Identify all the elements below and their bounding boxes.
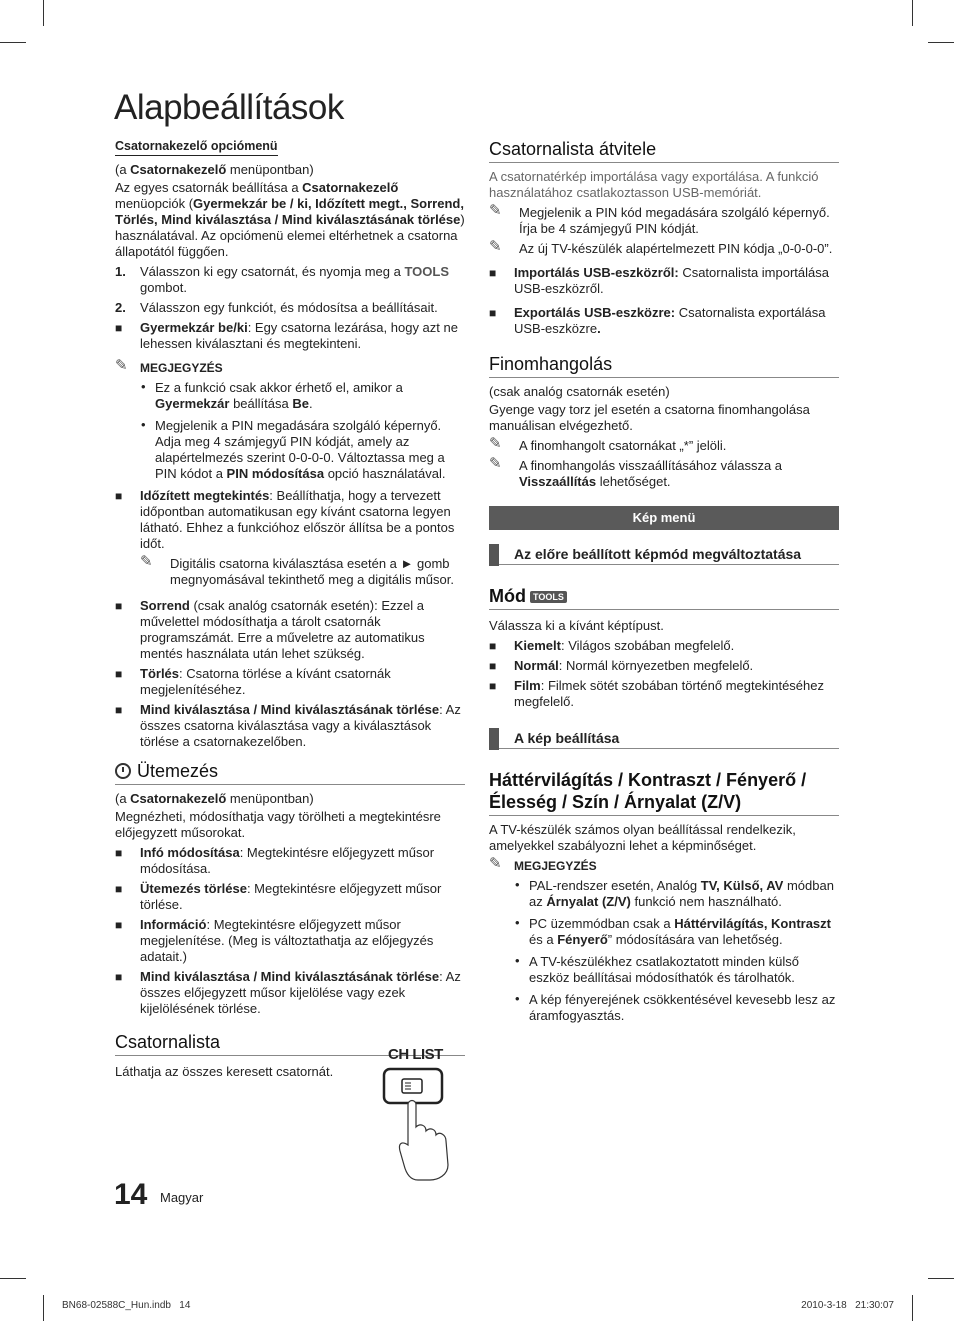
options-menu-subtitle: (a Csatornakezelő menüpontban) — [115, 162, 314, 177]
note-pencil-icon: ✎ — [115, 357, 128, 374]
note-item: ✎ Digitális csatorna kiválasztása esetén a ► gomb megnyomásával tekinthető meg a digitális műsor. — [140, 553, 454, 587]
crop-mark — [912, 0, 913, 26]
note-item: • Megjelenik a PIN megadására szolgáló képernyő. Adja meg 4 számjegyű PIN kódját, amely az alapértelmezés szerint 0-0-0-0. Változtassa meg a PIN kódot a PIN módosítása opció használatával. — [139, 418, 465, 482]
channel-list-text: Láthatja az összes keresett csatornát. — [115, 1064, 334, 1079]
channel-transfer-heading: Csatornalista átvitele — [489, 138, 839, 163]
note-pencil-icon: ✎ — [489, 202, 502, 219]
list-item: ■ Kiemelt: Világos szobában megfelelő. — [489, 638, 839, 654]
crop-mark — [43, 0, 44, 26]
footer-file: BN68-02588C_Hun.indb 14 — [62, 1300, 191, 1311]
crop-mark — [912, 1295, 913, 1321]
note-pencil-icon: ✎ — [489, 238, 502, 255]
list-item: ■ Importálás USB-eszközről: Csatornalista importálása USB-eszközről. — [489, 265, 839, 297]
ch-list-label: CH LIST — [388, 1046, 443, 1063]
note-item: • PAL-rendszer esetén, Analóg TV, Külső, AV módban az Árnyalat (Z/V) funkció nem használható. — [513, 878, 839, 910]
note-item: • A TV-készülékhez csatlakoztatott minden külső eszköz beállításai módosíthatók és tárolhatók. — [513, 954, 839, 986]
backlight-heading: Háttérvilágítás / Kontraszt / Fényerő / Élesség / Szín / Árnyalat (Z/V) — [489, 769, 839, 816]
fine-tune-subtitle: (csak analóg csatornák esetén) — [489, 384, 670, 399]
preset-mode-heading: Az előre beállított képmód megváltoztatása — [489, 544, 839, 565]
list-item: ■ Film: Filmek sötét szobában történő megtekintéséhez megfelelő. — [489, 678, 839, 710]
note-heading: ✎ MEGJEGYZÉS — [489, 855, 597, 873]
step-1: 1. Válasszon ki egy csatornát, és nyomja meg a TOOLS gombot. — [115, 264, 450, 295]
mode-text: Válassza ki a kívánt képtípust. — [489, 618, 664, 633]
list-item: ■ Ütemezés törlése: Megtekintésre előjegyzett műsor törlése. — [115, 881, 465, 913]
crop-mark — [928, 42, 954, 43]
schedule-heading: Ütemezés — [115, 760, 465, 785]
crop-mark — [928, 1278, 954, 1279]
list-item: ■ Mind kiválasztása / Mind kiválasztásának törlése: Az összes előjegyzett műsor kijelölése vagy ezek kijelölésének törlése. — [115, 969, 465, 1017]
right-column — [489, 138, 839, 1030]
list-item: ■ Törlés: Csatorna törlése a kívánt csatornák megjelenítéséhez. — [115, 666, 465, 698]
note-item: ✎ A finomhangolt csatornákat „*” jelöli. — [489, 435, 727, 453]
note-heading: ✎ MEGJEGYZÉS — [115, 357, 223, 375]
note-item: ✎ A finomhangolás visszaállításához válassza a Visszaállítás lehetőséget. — [489, 455, 783, 489]
list-item: ■ Gyermekzár be/ki: Egy csatorna lezárása, hogy azt ne lehessen kiválasztani és megtekinteni. — [115, 320, 465, 352]
options-menu-heading: Csatornakezelő opciómenü — [115, 138, 278, 156]
crop-mark — [43, 1295, 44, 1321]
list-item: ■ Mind kiválasztása / Mind kiválasztásának törlése: Az összes csatorna kiválasztása vagy a kiválasztások törlése a csatornakezelőben. — [115, 702, 465, 750]
note-item: • A kép fényerejének csökkentésével kevesebb lesz az áramfogyasztás. — [513, 992, 839, 1024]
backlight-text: A TV-készülék számos olyan beállítással rendelkezik, amelyekkel szabályozni lehet a képminőséget. — [489, 822, 796, 853]
page-number: 14 — [114, 1178, 148, 1211]
hand-pressing-button-icon — [380, 1047, 470, 1182]
channel-transfer-text: A csatornatérkép importálása vagy exportálása. A funkció használatához csatlakoztasson USB-memóriát. — [489, 169, 819, 200]
options-menu-intro: Az egyes csatornák beállítása a Csatornakezelő menüopciók (Gyermekzár be / ki, Időzített megt., Sorrend, Törlés, Mind kiválasztása / Mind kiválasztásának törlése) használatával. Az opciómenü elemei eltérhetnek a csatorna állapotától függően. — [115, 180, 465, 259]
note-item: ✎ Megjelenik a PIN kód megadására szolgáló képernyő. Írja be 4 számjegyű PIN kódját. — [489, 202, 830, 236]
list-item: ■ Infó módosítása: Megtekintésre előjegyzett műsor módosítása. — [115, 845, 465, 877]
ch-list-remote-illustration — [380, 1047, 470, 1182]
tools-tag: TOOLS — [530, 591, 567, 603]
schedule-text: Megnézheti, módosíthatja vagy törölheti a megtekintésre előjegyzett műsorokat. — [115, 809, 441, 840]
crop-mark — [0, 42, 26, 43]
page-title: Alapbeállítások — [114, 88, 344, 127]
schedule-subtitle: (a Csatornakezelő menüpontban) — [115, 791, 314, 806]
crop-mark — [0, 1278, 26, 1279]
list-item: ■ Információ: Megtekintésre előjegyzett műsor megjelenítése. (Meg is változtathatja az előjegyzés adatait.) — [115, 917, 465, 965]
list-item: ■ Sorrend (csak analóg csatornák esetén): Ezzel a művelettel módosíthatja a tárolt csatornák programszámát. Erre a műveletre az automatikus mentés használata után lehet szükség. — [115, 598, 465, 662]
fine-tune-text: Gyenge vagy torz jel esetén a csatorna finomhangolása manuálisan elvégezhető. — [489, 402, 810, 433]
fine-tune-heading: Finomhangolás — [489, 353, 839, 378]
note-pencil-icon: ✎ — [140, 553, 153, 570]
note-pencil-icon: ✎ — [489, 455, 502, 472]
note-pencil-icon: ✎ — [489, 435, 502, 452]
clock-icon — [115, 763, 131, 779]
note-item: • PC üzemmódban csak a Háttérvilágítás, Kontraszt és a Fényerő” módosítására van lehetőség. — [513, 916, 839, 948]
footer-date: 2010-3-18 21:30:07 — [801, 1300, 894, 1311]
note-item: ✎ Az új TV-készülék alapértelmezett PIN kódja „0-0-0-0”. — [489, 238, 833, 256]
page-language: Magyar — [160, 1190, 204, 1205]
list-item: ■ Exportálás USB-eszközre: Csatornalista exportálása USB-eszközre. — [489, 305, 839, 337]
list-item: ■ Időzített megtekintés: Beállíthatja, hogy a tervezett időpontban automatikusan egy kívánt csatorna legyen látható. Ehhez a funkcióhoz először állítsa be a pontos időt. — [115, 488, 465, 552]
picture-menu-bar: Kép menü — [489, 506, 839, 530]
channel-list-heading: Csatornalista — [115, 1031, 465, 1056]
note-pencil-icon: ✎ — [489, 855, 502, 872]
left-column — [115, 138, 465, 1082]
note-item: • Ez a funkció csak akkor érhető el, amikor a Gyermekzár beállítása Be. — [139, 380, 465, 412]
mode-heading: Mód TOOLS — [489, 585, 839, 610]
list-item: ■ Normál: Normál környezetben megfelelő. — [489, 658, 839, 674]
picture-adjust-heading: A kép beállítása — [489, 728, 839, 749]
step-2: 2. Válasszon egy funkciót, és módosítsa a beállításait. — [115, 300, 438, 315]
